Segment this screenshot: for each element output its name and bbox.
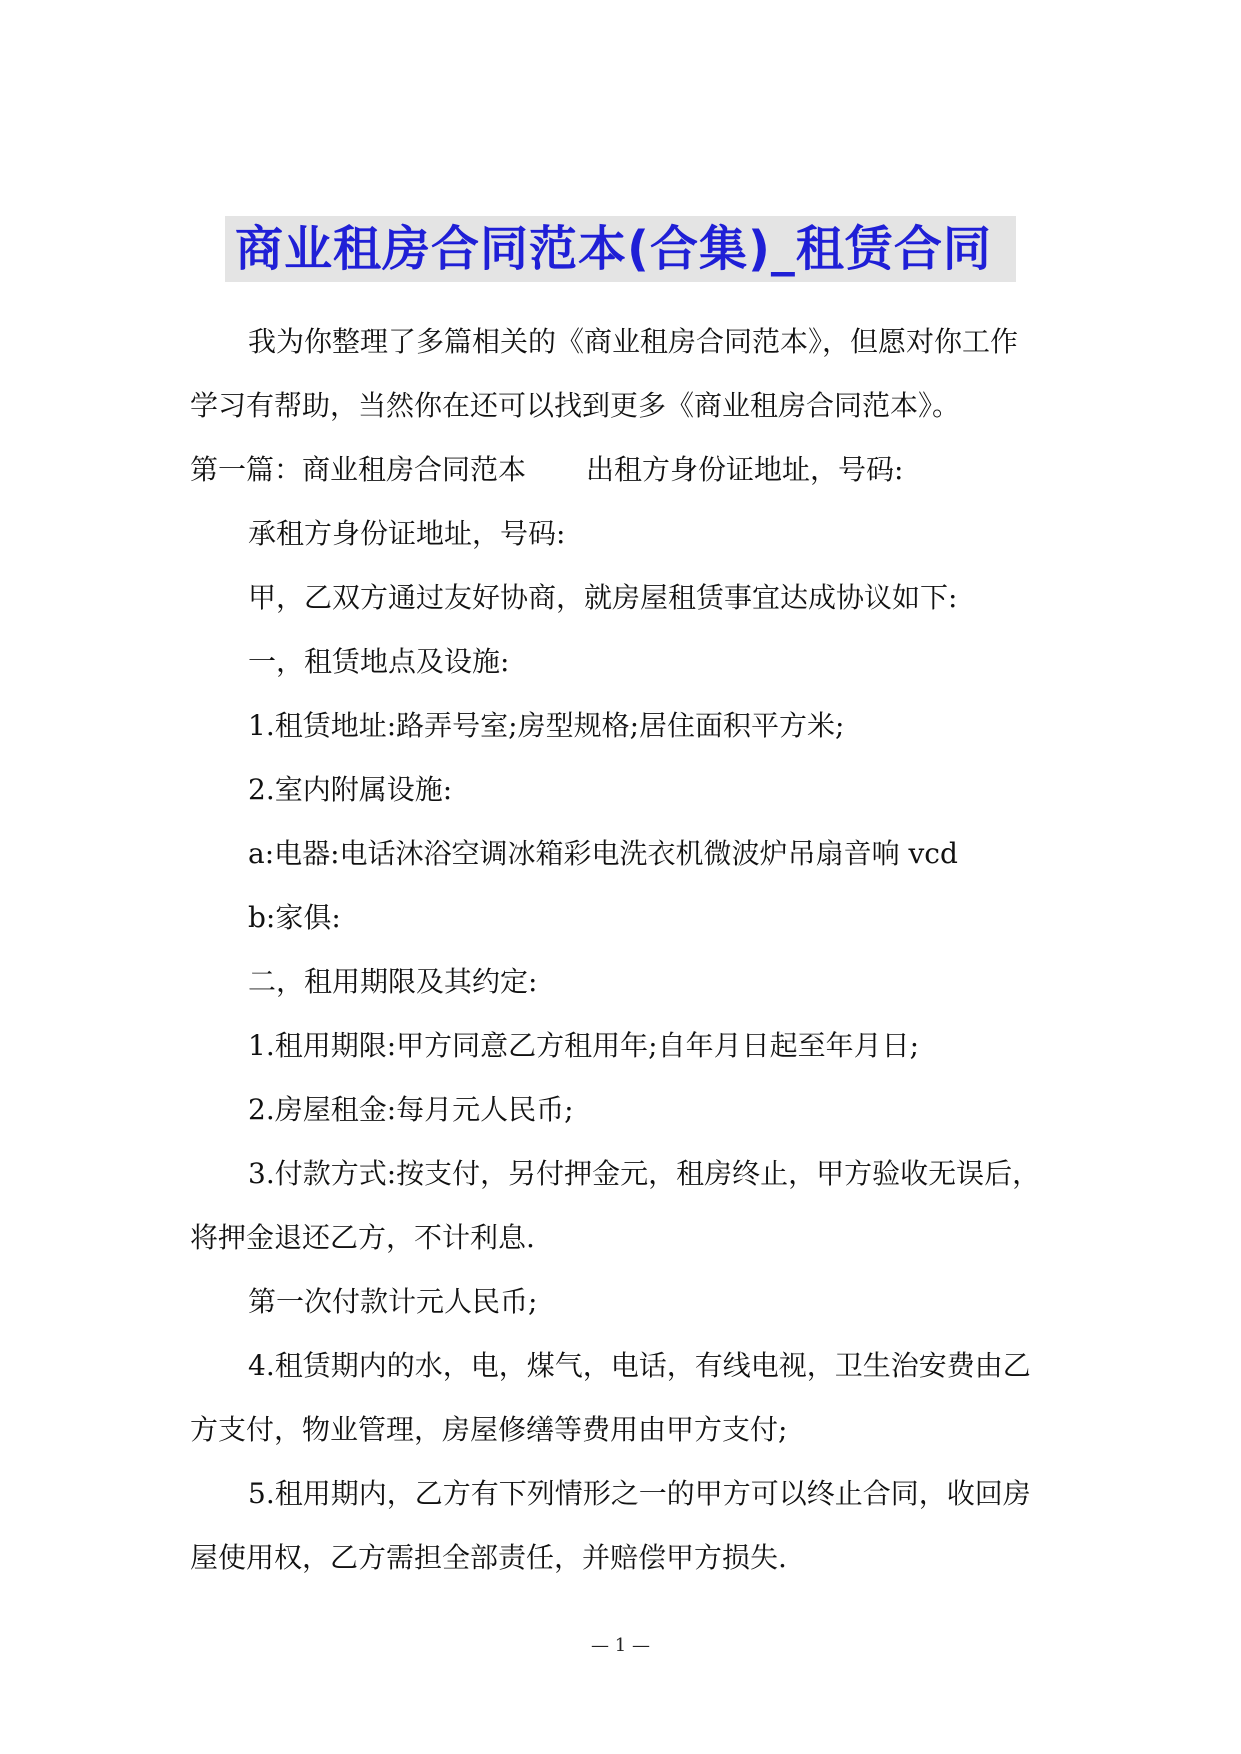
- clause-2-1: 1.租用期限:甲方同意乙方租用年;自年月日起至年月日;: [248, 1029, 920, 1062]
- section-heading-line: [190, 450, 903, 490]
- clause-1-2-b: b:家俱:: [248, 901, 341, 934]
- clause-2-4-line-1: 4.租赁期内的水，电，煤气，电话，有线电视，卫生治安费由乙: [248, 1349, 1031, 1382]
- clause-1-2: 2.室内附属设施:: [248, 773, 453, 806]
- clause-2-5-line-2: 屋使用权，乙方需担全部责任，并赔偿甲方损失.: [190, 1541, 787, 1574]
- agreement-intro: 甲，乙双方通过友好协商，就房屋租赁事宜达成协议如下:: [248, 581, 958, 614]
- first-payment: 第一次付款计元人民币;: [248, 1285, 538, 1318]
- clause-1-1: 1.租赁地址:路弄号室;房型规格;居住面积平方米;: [248, 709, 845, 742]
- clause-2-3-line-1: 3.付款方式:按支付，另付押金元，租房终止，甲方验收无误后，: [248, 1157, 1041, 1190]
- intro-line-1: 我为你整理了多篇相关的《商业租房合同范本》，但愿对你工作: [248, 325, 1019, 358]
- clause-2-3-line-2: 将押金退还乙方，不计利息.: [190, 1221, 535, 1254]
- clause-2-2: 2.房屋租金:每月元人民币;: [248, 1093, 574, 1126]
- document-title: 商业租房合同范本(合集)_租赁合同: [225, 216, 1016, 282]
- clause-2-4-line-2: 方支付，物业管理，房屋修缮等费用由甲方支付;: [190, 1413, 788, 1446]
- lessor-id-label: 出租方身份证地址，号码:: [586, 453, 904, 486]
- section-heading: 第一篇：商业租房合同范本: [190, 453, 527, 486]
- clause-1-heading: 一，租赁地点及设施:: [248, 645, 510, 678]
- clause-2-heading: 二，租用期限及其约定:: [248, 965, 538, 998]
- intro-line-2: 学习有帮助，当然你在还可以找到更多《商业租房合同范本》。: [190, 389, 961, 422]
- clause-2-5-line-1: 5.租用期内，乙方有下列情形之一的甲方可以终止合同，收回房: [248, 1477, 1031, 1510]
- clause-1-2-a: a:电器:电话沐浴空调冰箱彩电洗衣机微波炉吊扇音响 vcd: [248, 837, 958, 870]
- page-number: — 1 —: [591, 1635, 650, 1656]
- title-wrap: [0, 216, 1241, 282]
- lessee-id-label: 承租方身份证地址，号码:: [248, 517, 566, 550]
